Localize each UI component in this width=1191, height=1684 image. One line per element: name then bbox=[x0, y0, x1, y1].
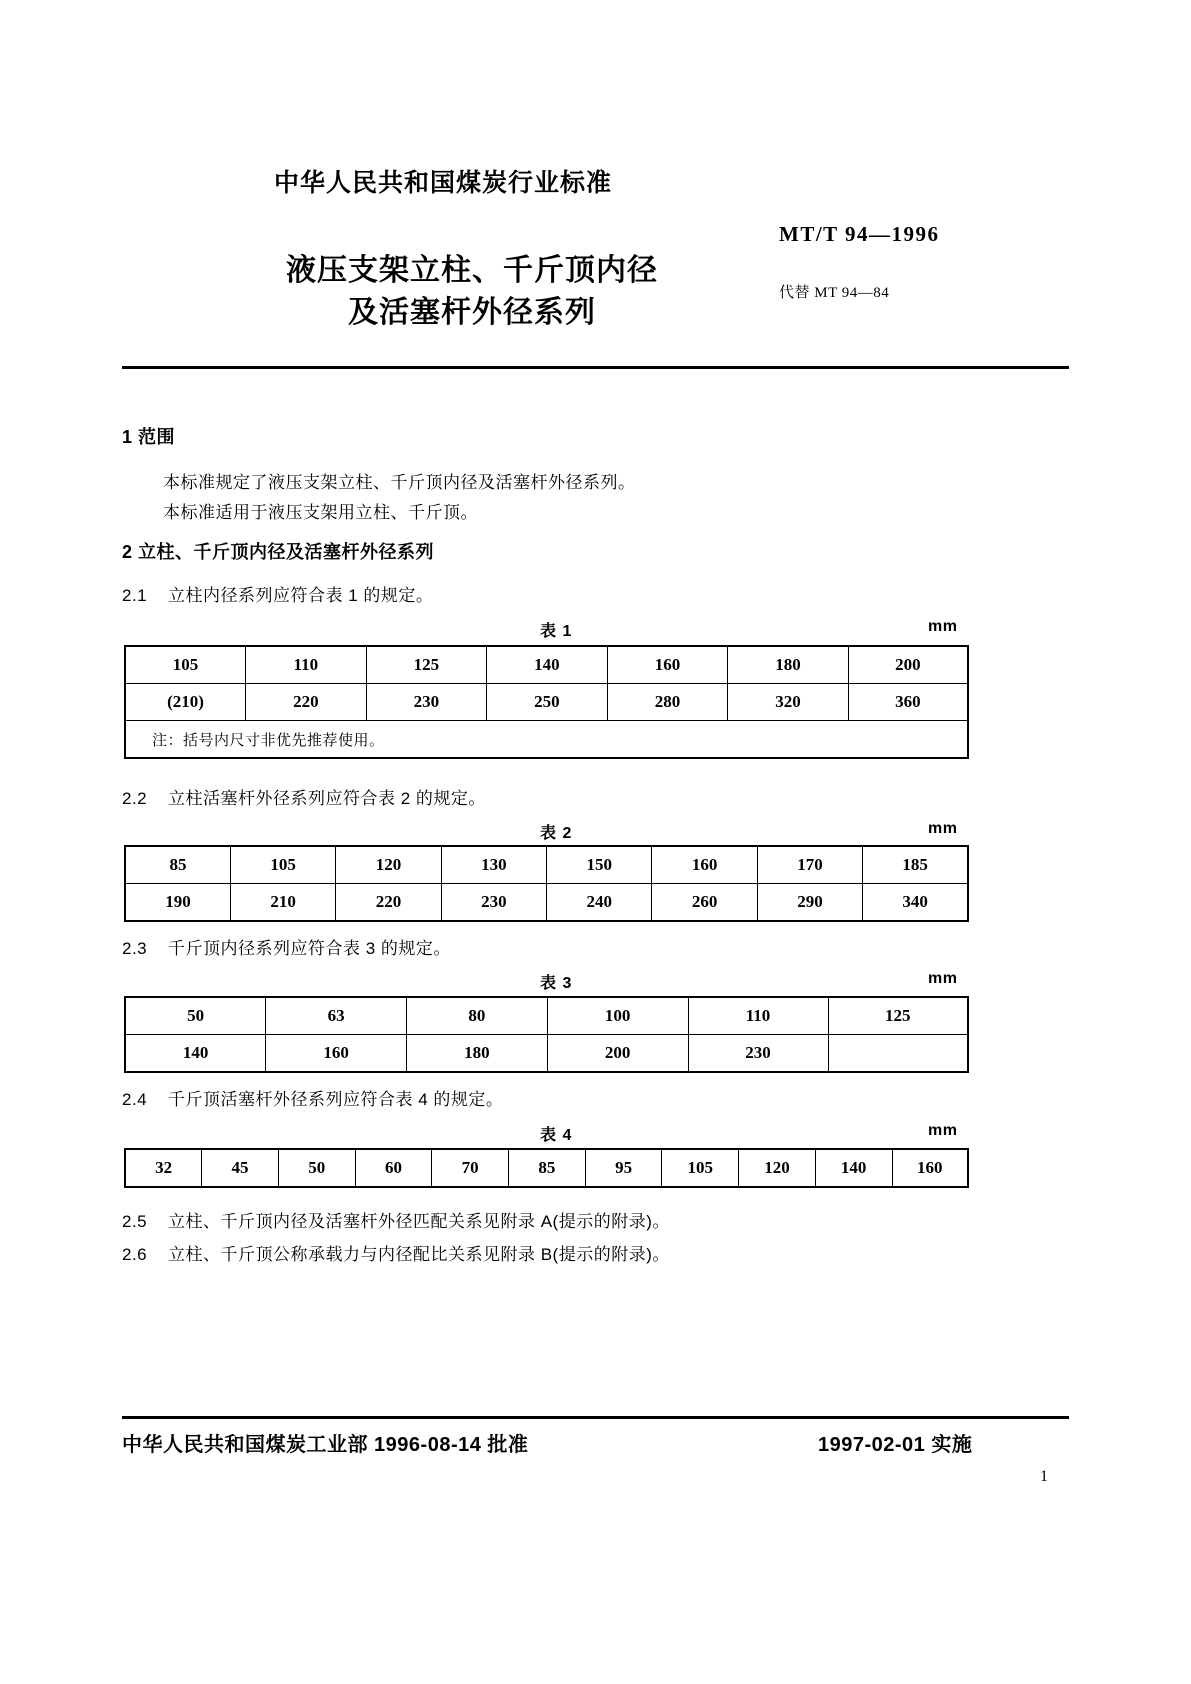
table-cell: 280 bbox=[607, 684, 728, 721]
table-cell: 230 bbox=[366, 684, 487, 721]
table-cell: 160 bbox=[266, 1035, 407, 1073]
page-title-line-2: 及活塞杆外径系列 bbox=[348, 296, 596, 329]
table-1-unit: mm bbox=[928, 618, 958, 635]
clause-2-1 bbox=[122, 581, 433, 606]
page-title-line-1: 液压支架立柱、千斤顶内径 bbox=[286, 254, 658, 287]
table-cell: 170 bbox=[757, 846, 862, 884]
table-cell: 250 bbox=[487, 684, 608, 721]
table-cell: 185 bbox=[863, 846, 968, 884]
clause-2-1-number: 2.1 bbox=[122, 586, 148, 605]
clause-2-4-number: 2.4 bbox=[122, 1090, 148, 1109]
table-2-caption: 表 2 bbox=[540, 825, 573, 842]
table-cell: 320 bbox=[728, 684, 849, 721]
table-cell: 45 bbox=[202, 1149, 279, 1187]
clause-2-6-text: 立柱、千斤顶公称承载力与内径配比关系见附录 B(提示的附录)。 bbox=[168, 1245, 670, 1264]
table-cell: 63 bbox=[266, 997, 407, 1035]
table-4 bbox=[124, 1148, 969, 1188]
table-cell: (210) bbox=[125, 684, 246, 721]
table-cell: 340 bbox=[863, 884, 968, 922]
clause-2-5 bbox=[122, 1207, 670, 1232]
table-cell: 220 bbox=[246, 684, 367, 721]
table-cell: 290 bbox=[757, 884, 862, 922]
table-cell: 190 bbox=[125, 884, 230, 922]
table-note-row bbox=[125, 721, 968, 759]
clause-2-3 bbox=[122, 934, 451, 959]
clause-2-2-number: 2.2 bbox=[122, 789, 148, 808]
table-cell: 140 bbox=[125, 1035, 266, 1073]
section-1-heading: 1 范围 bbox=[122, 427, 176, 447]
table-cell: 230 bbox=[688, 1035, 828, 1073]
table-cell: 80 bbox=[407, 997, 548, 1035]
clause-2-6-number: 2.6 bbox=[122, 1245, 148, 1264]
section-1-paragraph-1: 本标准规定了液压支架立柱、千斤顶内径及活塞杆外径系列。 bbox=[163, 473, 636, 492]
table-row bbox=[125, 884, 968, 922]
footer-divider-rule bbox=[122, 1416, 1069, 1419]
clause-2-5-number: 2.5 bbox=[122, 1212, 148, 1231]
table-cell: 105 bbox=[230, 846, 335, 884]
table-cell: 360 bbox=[848, 684, 968, 721]
table-cell: 110 bbox=[688, 997, 828, 1035]
footer-effective-date: 1997-02-01 实施 bbox=[818, 1434, 973, 1456]
table-cell: 85 bbox=[509, 1149, 586, 1187]
table-cell: 200 bbox=[848, 646, 968, 684]
table-cell: 70 bbox=[432, 1149, 509, 1187]
section-2-heading: 2 立柱、千斤顶内径及活塞杆外径系列 bbox=[122, 542, 435, 562]
table-cell: 160 bbox=[892, 1149, 968, 1187]
clause-2-4-text: 千斤顶活塞杆外径系列应符合表 4 的规定。 bbox=[168, 1090, 504, 1109]
issuing-authority-line: 中华人民共和国煤炭行业标准 bbox=[274, 169, 613, 197]
table-row bbox=[125, 646, 968, 684]
table-3-caption: 表 3 bbox=[540, 975, 573, 992]
table-cell: 240 bbox=[547, 884, 652, 922]
table-cell-empty bbox=[828, 1035, 968, 1073]
table-cell: 140 bbox=[815, 1149, 892, 1187]
table-row bbox=[125, 1035, 968, 1073]
table-cell: 125 bbox=[828, 997, 968, 1035]
table-cell: 32 bbox=[125, 1149, 202, 1187]
table-cell: 110 bbox=[246, 646, 367, 684]
table-row bbox=[125, 846, 968, 884]
table-cell: 230 bbox=[441, 884, 546, 922]
table-cell: 95 bbox=[585, 1149, 662, 1187]
table-row bbox=[125, 1149, 968, 1187]
clause-2-3-number: 2.3 bbox=[122, 939, 148, 958]
clause-2-6 bbox=[122, 1240, 670, 1265]
page-title bbox=[272, 250, 672, 334]
table-3 bbox=[124, 996, 969, 1073]
table-cell: 130 bbox=[441, 846, 546, 884]
table-cell: 180 bbox=[407, 1035, 548, 1073]
table-1 bbox=[124, 645, 969, 759]
table-4-caption: 表 4 bbox=[540, 1127, 573, 1144]
table-cell: 50 bbox=[278, 1149, 355, 1187]
table-cell: 160 bbox=[652, 846, 757, 884]
replaces-note: 代替 MT 94—84 bbox=[779, 285, 890, 301]
table-cell: 85 bbox=[125, 846, 230, 884]
table-cell: 60 bbox=[355, 1149, 432, 1187]
table-cell: 220 bbox=[336, 884, 441, 922]
table-2-unit: mm bbox=[928, 820, 958, 837]
table-cell: 140 bbox=[487, 646, 608, 684]
table-cell: 120 bbox=[739, 1149, 816, 1187]
clause-2-2-text: 立柱活塞杆外径系列应符合表 2 的规定。 bbox=[168, 789, 486, 808]
table-cell: 100 bbox=[547, 997, 688, 1035]
standard-number: MT/T 94—1996 bbox=[779, 222, 940, 246]
table-cell: 50 bbox=[125, 997, 266, 1035]
table-4-unit: mm bbox=[928, 1122, 958, 1139]
table-cell: 105 bbox=[125, 646, 246, 684]
clause-2-1-text: 立柱内径系列应符合表 1 的规定。 bbox=[168, 586, 434, 605]
table-2 bbox=[124, 845, 969, 922]
table-1-note: 注：括号内尺寸非优先推荐使用。 bbox=[125, 721, 968, 759]
table-3-unit: mm bbox=[928, 970, 958, 987]
table-cell: 180 bbox=[728, 646, 849, 684]
table-cell: 210 bbox=[230, 884, 335, 922]
table-cell: 260 bbox=[652, 884, 757, 922]
table-row bbox=[125, 684, 968, 721]
clause-2-3-text: 千斤顶内径系列应符合表 3 的规定。 bbox=[168, 939, 451, 958]
clause-2-5-text: 立柱、千斤顶内径及活塞杆外径匹配关系见附录 A(提示的附录)。 bbox=[168, 1212, 670, 1231]
clause-2-2 bbox=[122, 784, 486, 809]
table-cell: 200 bbox=[547, 1035, 688, 1073]
table-cell: 150 bbox=[547, 846, 652, 884]
section-1-paragraph-2: 本标准适用于液压支架用立柱、千斤顶。 bbox=[163, 503, 478, 522]
table-1-caption: 表 1 bbox=[540, 623, 573, 640]
header-divider-rule bbox=[122, 366, 1069, 369]
table-cell: 125 bbox=[366, 646, 487, 684]
footer-approval: 中华人民共和国煤炭工业部 1996-08-14 批准 bbox=[122, 1434, 529, 1456]
clause-2-4 bbox=[122, 1085, 503, 1110]
table-cell: 160 bbox=[607, 646, 728, 684]
page-number: 1 bbox=[1040, 1468, 1048, 1485]
table-cell: 105 bbox=[662, 1149, 739, 1187]
table-cell: 120 bbox=[336, 846, 441, 884]
table-row bbox=[125, 997, 968, 1035]
